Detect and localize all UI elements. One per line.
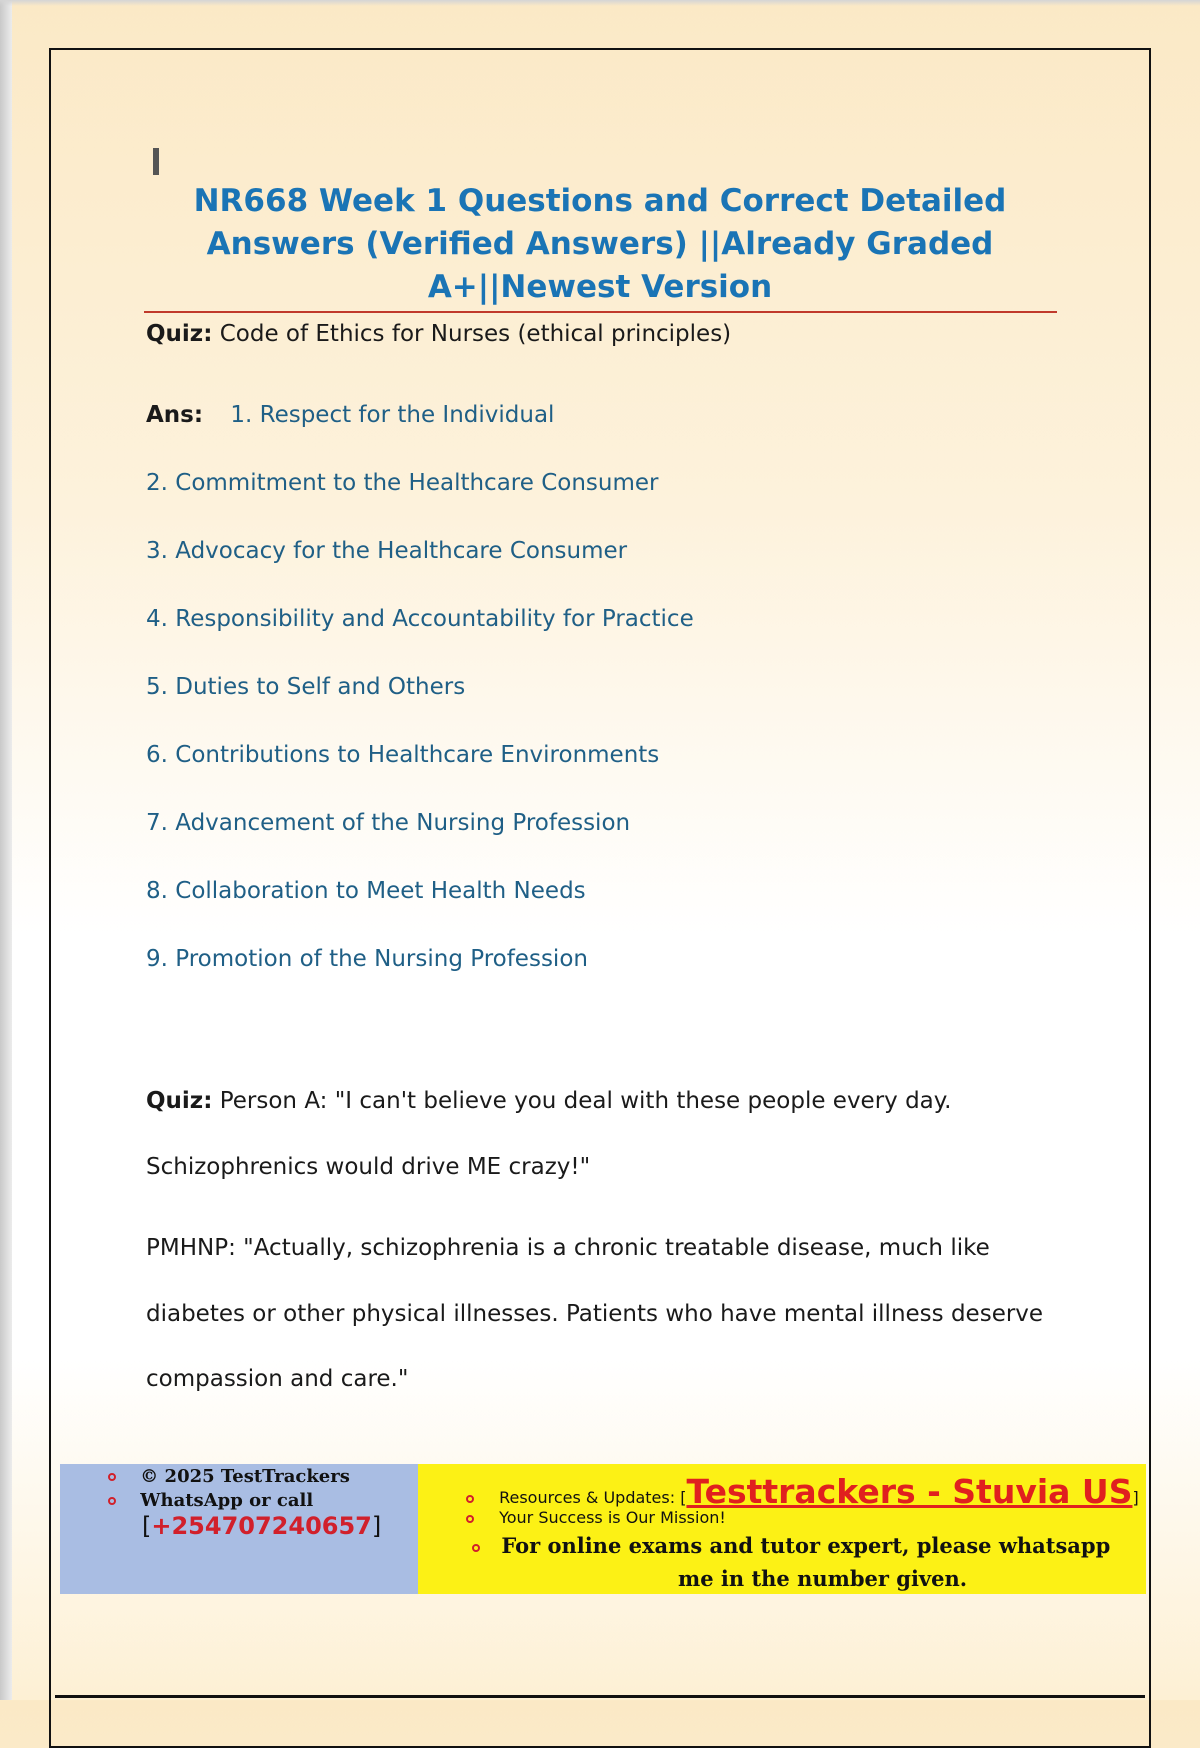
footer-contact: WhatsApp or call	[140, 1490, 314, 1511]
answer-item-5: 5. Duties to Self and Others	[146, 674, 466, 700]
answer-item-8: 8. Collaboration to Meet Health Needs	[146, 878, 586, 904]
footer-phone-row	[142, 1512, 381, 1540]
answer-item-6: 6. Contributions to Healthcare Environments	[146, 742, 660, 768]
title-line-2: Answers (Verified Answers) ||Already Graded	[206, 226, 994, 262]
bullet-icon	[466, 1495, 474, 1503]
bullet-icon	[472, 1544, 480, 1552]
footer-copyright: © 2025 TestTrackers	[140, 1466, 350, 1487]
quiz-1-text: Code of Ethics for Nurses (ethical principles)	[219, 321, 732, 347]
resources-prefix: Resources & Updates: [	[499, 1488, 687, 1507]
bullet-icon	[108, 1473, 116, 1481]
text-cursor	[153, 148, 159, 175]
footer-phone-number[interactable]: +254707240657	[151, 1512, 372, 1540]
title-line-1: NR668 Week 1 Questions and Correct Detailed	[193, 183, 1007, 219]
quiz-1-label: Quiz:	[146, 321, 213, 347]
viewer-top-edge	[0, 0, 1200, 6]
resources-link[interactable]: Testtrackers - Stuvia US	[686, 1472, 1133, 1511]
resources-suffix: ]	[1132, 1488, 1139, 1507]
footer-mission-row	[466, 1508, 726, 1527]
quiz-2-line-3: PMHNP: "Actually, schizophrenia is a chronic treatable disease, much like	[146, 1235, 990, 1261]
answer-item-2: 2. Commitment to the Healthcare Consumer	[146, 470, 659, 496]
answer-item-1: 1. Respect for the Individual	[230, 402, 555, 428]
document-title	[150, 180, 1050, 309]
quiz-1-question	[146, 321, 731, 347]
answer-item-3: 3. Advocacy for the Healthcare Consumer	[146, 538, 628, 564]
quiz-1-answer-row	[146, 402, 554, 428]
promo-text-1: For online exams and tutor expert, please whatsapp	[501, 1533, 1111, 1558]
quiz-2-label: Quiz:	[146, 1088, 213, 1114]
footer-contact-row	[108, 1490, 313, 1511]
viewer-left-edge	[0, 0, 12, 1700]
footer-promo-line-2: me in the number given.	[678, 1566, 968, 1591]
footer-copyright-row	[108, 1466, 350, 1487]
answer-item-9: 9. Promotion of the Nursing Profession	[146, 946, 588, 972]
phone-bracket-open: [	[142, 1512, 152, 1540]
bullet-icon	[466, 1515, 474, 1523]
footer-mission: Your Success is Our Mission!	[499, 1508, 726, 1527]
title-underline	[144, 311, 1057, 313]
phone-bracket-close: ]	[371, 1512, 382, 1540]
quiz-2-text-1: Person A: "I can't believe you deal with these people every day.	[219, 1088, 952, 1114]
footer-resources-row	[466, 1472, 1139, 1511]
answer-label: Ans:	[146, 402, 204, 428]
title-line-3: A+||Newest Version	[427, 269, 773, 305]
quiz-2-line-2: Schizophrenics would drive ME crazy!"	[146, 1154, 591, 1180]
quiz-2-line-1	[146, 1088, 951, 1114]
answer-item-4: 4. Responsibility and Accountability for Practice	[146, 606, 694, 632]
answer-item-7: 7. Advancement of the Nursing Profession	[146, 810, 631, 836]
footer-promo-line-1	[472, 1533, 1110, 1558]
quiz-2-line-5: compassion and care."	[146, 1366, 409, 1392]
page-bottom-rule	[55, 1695, 1145, 1698]
bullet-icon	[108, 1497, 116, 1505]
quiz-2-line-4: diabetes or other physical illnesses. Patients who have mental illness deserve	[146, 1301, 1044, 1327]
